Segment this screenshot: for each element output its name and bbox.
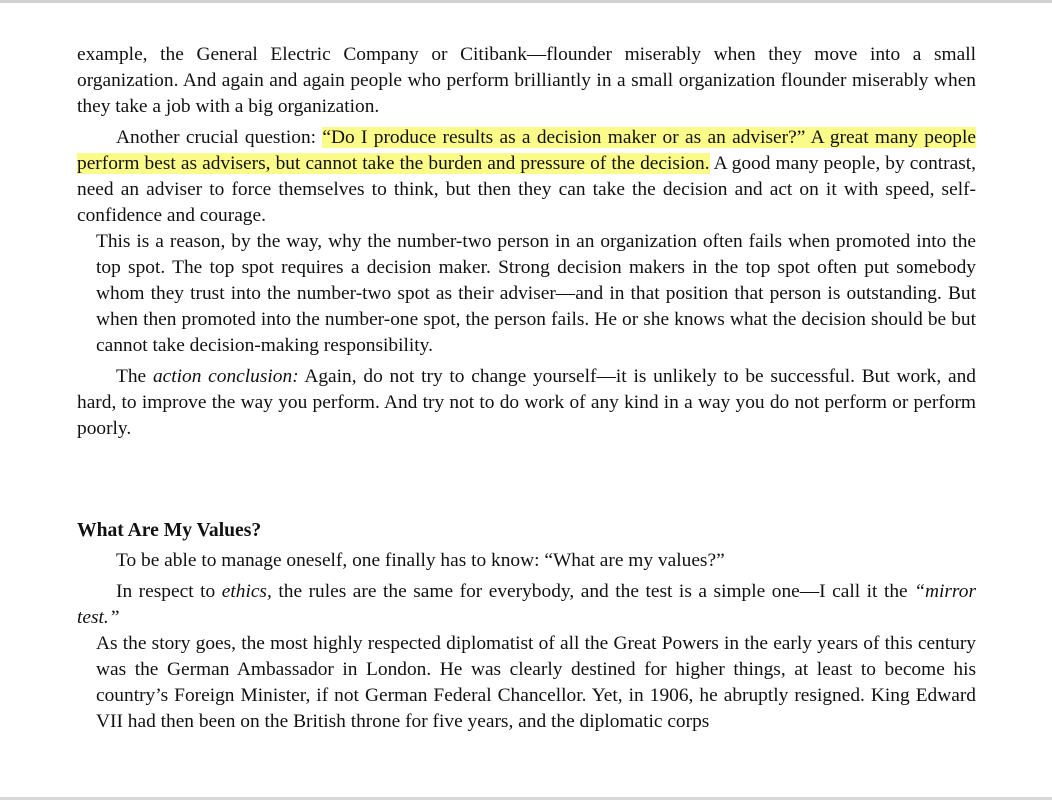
text-run: Another crucial question: xyxy=(116,127,323,148)
text-run: In respect to xyxy=(116,581,222,602)
section-heading: What Are My Values? xyxy=(77,520,262,541)
paragraph-action-conclusion xyxy=(77,364,976,442)
text-run: Again, do not try to change yourself—it is unlikely to be successful. But work, and hard, to improve the way you perform. And try not to do work of any kind in a way you do not perform or perform poorly. xyxy=(77,366,976,439)
top-border xyxy=(0,0,1052,3)
highlighted-text[interactable]: “Do I produce results as a decision maker or as an adviser?” A great many people perform best as advisers, but cannot take the burden and pressure of the decision. xyxy=(77,127,976,174)
paragraph-organization-size: example, the General Electric Company or Citibank—flounder miserably when they move into a small organization. And again and again people who perform brilliantly in a small organization flounder miserably when they take a job with a big organization. xyxy=(77,44,976,117)
document-page xyxy=(77,42,976,735)
text-run: The xyxy=(116,366,153,387)
paragraph-decision-maker xyxy=(77,125,976,229)
paragraph-number-two-person: This is a reason, by the way, why the number-two person in an organization often fails when promoted into the top spot. The top spot requires a decision maker. Strong decision makers in the top spot often put somebody whom they trust into the number-two spot as their adviser—and in that position that person is outstanding. But when then promoted into the number-one spot, the person fails. He or she knows what the decision should be but cannot take decision-making responsibility. xyxy=(96,231,976,356)
paragraph-mirror-test xyxy=(77,579,976,631)
text-run: the rules are the same for everybody, and the test is a simple one—I call it the xyxy=(271,581,915,602)
text-run: A good many people, by contrast, need an adviser to force themselves to think, but then they can take the decision and act on it with speed, self-confidence and courage. xyxy=(77,153,976,226)
italic-text: ethics, xyxy=(221,581,272,602)
paragraph-german-ambassador: As the story goes, the most highly respected diplomatist of all the Great Powers in the early years of this century was the German Ambassador in London. He was clearly destined for higher things, at least to become his country’s Foreign Minister, if not German Federal Chancellor. Yet, in 1906, he abruptly resigned. King Edward VII had then been on the British throne for five years, and the diplomatic corps xyxy=(96,633,976,732)
italic-text: action conclusion: xyxy=(152,366,299,387)
paragraph-values-question: To be able to manage oneself, one finally has to know: “What are my values?” xyxy=(116,550,725,571)
italic-text: “mirror test.” xyxy=(77,581,976,628)
